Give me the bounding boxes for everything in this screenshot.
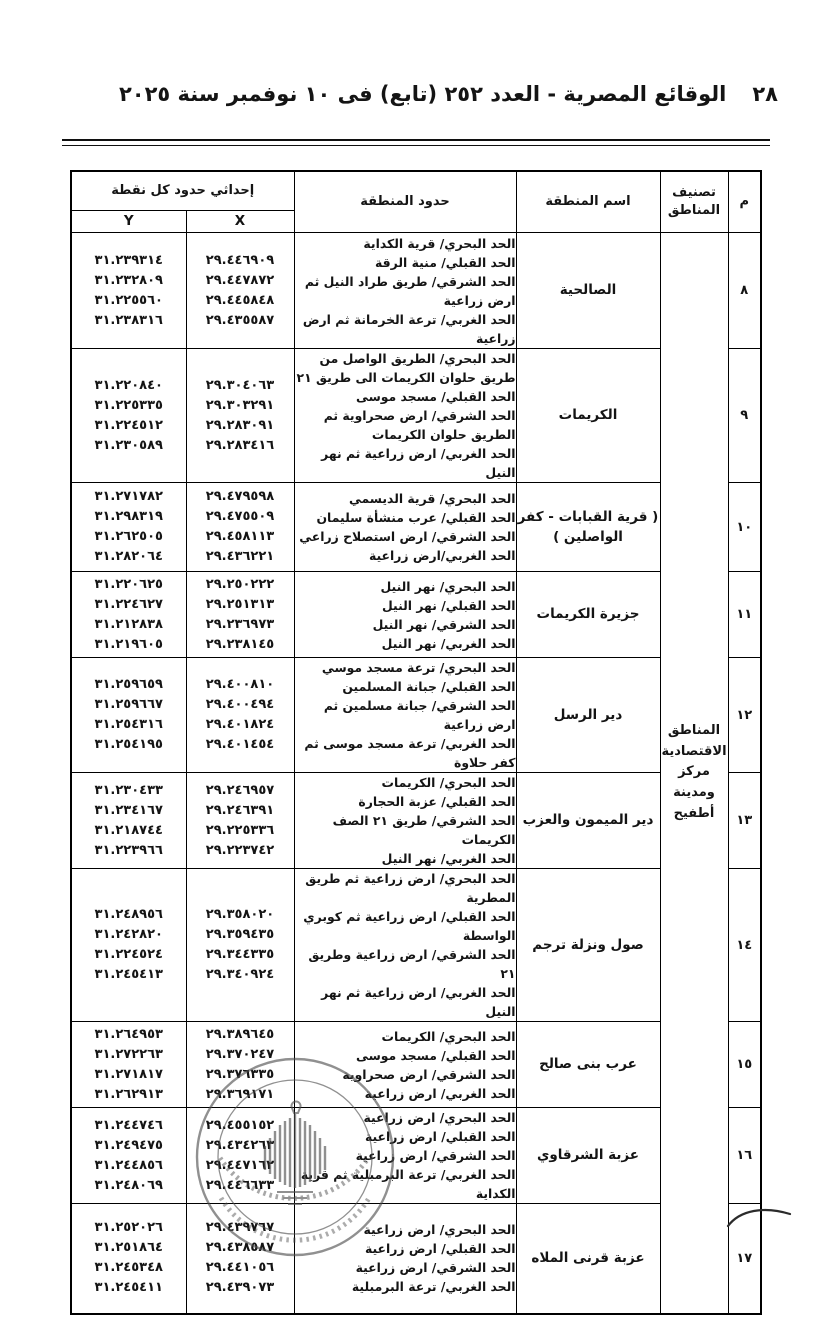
y-coordinate: ٣١.٢٤٩٤٧٥ <box>94 1137 163 1153</box>
x-coordinate: ٢٩.٢٨٣٠٩١ <box>205 417 275 433</box>
bound-line: الحد القبلي/ مسجد موسى <box>356 389 516 404</box>
col-header-bounds: حدود المنطقة <box>294 171 516 233</box>
col-header-classification: تصنيف المناطق <box>660 171 728 233</box>
table-row <box>71 1204 761 1314</box>
y-values <box>71 233 186 349</box>
header-rule <box>62 139 770 146</box>
bound-line: الحد القبلي/ نهر النيل <box>381 597 516 613</box>
col-header-coords: إحداثي حدود كل نقطة <box>71 171 294 211</box>
bound-line: الحد الشرقي/ طريق طراد النيل ثم ارض زراعية <box>304 273 516 308</box>
x-coordinate: ٢٩.٣٠٤٠٦٣ <box>205 377 275 393</box>
x-values <box>186 1108 294 1204</box>
y-coordinate: ٣١.٢٥٢٠٢٦ <box>94 1220 163 1236</box>
region-bounds <box>294 572 516 658</box>
x-coordinate: ٢٩.٤٧٥٥٠٩ <box>205 509 275 524</box>
x-values <box>186 349 294 483</box>
region-bounds <box>294 773 516 869</box>
bound-line: الحد البحري/ نهر النيل <box>380 578 516 594</box>
bound-line: الحد الشرقي/ نهر النيل <box>372 616 516 632</box>
x-coordinate: ٢٩.٢٥١٣١٣ <box>205 596 275 612</box>
bound-line: الحد البحري/ الكريمات <box>381 775 516 790</box>
table-row <box>71 233 761 349</box>
x-coordinate: ٢٩.٤٤٧٨٧٢ <box>205 272 275 288</box>
table-row <box>71 1108 761 1204</box>
y-coordinate: ٣١.٢٤٤٧٤٦ <box>94 1117 163 1133</box>
y-coordinate: ٣١.٢٧١٧٨٢ <box>94 489 163 504</box>
x-coordinate: ٢٩.٤٠٠٤٩٤ <box>205 697 275 712</box>
row-number: ١٢ <box>728 658 761 773</box>
x-coordinate: ٢٩.٤٠١٨٢٤ <box>205 717 275 732</box>
x-coordinate: ٢٩.٣٧٦٣٣٥ <box>205 1066 275 1082</box>
region-name: عرب بنى صالح <box>516 1022 660 1108</box>
table-row <box>71 349 761 483</box>
y-values <box>71 869 186 1022</box>
y-coordinate: ٣١.٢٨٢٠٦٤ <box>94 549 163 564</box>
bound-line: الحد الغربي/ ترعة الخرمانة ثم ارض زراعية <box>302 311 516 346</box>
y-coordinate: ٣١.٢٦٢٩١٣ <box>94 1086 163 1102</box>
bound-line: الحد الشرقي/ ارض استصلاح زراعي <box>299 529 516 544</box>
bound-line: الحد البحري/ قرية الديسمي <box>348 491 516 506</box>
classification-merged-cell: المناطق الاقتصادية مركز ومدينة أطفيح <box>660 233 728 1314</box>
y-coordinate: ٣١.٢٢٤٥١٢ <box>94 417 163 433</box>
y-values <box>71 658 186 773</box>
x-coordinate: ٢٩.٢٤٦٩٥٧ <box>205 782 275 798</box>
bound-line: الحد الغربي/ ترعة البرمبلية ثم قرية الكداية <box>300 1167 516 1201</box>
region-name: الصالحية <box>516 233 660 349</box>
x-coordinate: ٢٩.٤٤٦٩٠٩ <box>205 252 275 268</box>
row-number: ١٦ <box>728 1108 761 1204</box>
x-coordinate: ٢٩.٢٣٨١٤٥ <box>205 636 275 652</box>
page-header <box>60 82 778 106</box>
y-coordinate: ٣١.٢٤٥٤١١ <box>94 1280 163 1296</box>
bound-line: الحد الشرقي/ ارض زراعية <box>355 1260 516 1276</box>
x-coordinate: ٢٩.٤٥٥١٥٢ <box>205 1117 275 1133</box>
x-coordinate: ٢٩.٤٣٤٢٦٣ <box>205 1137 275 1153</box>
x-coordinate: ٢٩.٤٣٩٧٦٧ <box>205 1220 275 1236</box>
y-coordinate: ٣١.٢٥١٨٦٤ <box>94 1240 163 1256</box>
y-coordinate: ٣١.٢٤٥٤١٣ <box>94 967 163 982</box>
y-values <box>71 1108 186 1204</box>
bound-line: الحد الشرقي/ طريق ٢١ الصف الكريمات <box>332 813 516 847</box>
bound-line: الحد الغربي/ نهر النيل <box>381 635 516 651</box>
region-name: الكريمات <box>516 349 660 483</box>
bound-line: الحد القبلي/ عرب منشأة سليمان <box>316 510 516 525</box>
y-coordinate: ٣١.٢٣٤١٦٧ <box>94 802 163 818</box>
bound-line: الحد البحري/ ارض زراعية ثم طريق المطرية <box>305 871 516 905</box>
x-coordinate: ٢٩.٤٤٦٦٣٣ <box>205 1177 275 1193</box>
region-bounds <box>294 1204 516 1314</box>
y-coordinate: ٣١.٢٣٢٨٠٩ <box>94 272 163 288</box>
y-coordinate: ٣١.٢٥٩٦٥٩ <box>94 677 163 692</box>
x-coordinate: ٢٩.٤٥٨١١٣ <box>205 529 275 544</box>
row-number: ١١ <box>728 572 761 658</box>
x-values <box>186 572 294 658</box>
row-number: ٨ <box>728 233 761 349</box>
x-coordinate: ٢٩.٤٤٧١٦٢ <box>205 1157 275 1173</box>
region-bounds <box>294 233 516 349</box>
bound-line: الحد القبلي/ عزبة الحجارة <box>358 794 516 809</box>
x-coordinate: ٢٩.٢٤٦٣٩١ <box>205 802 275 818</box>
row-number: ١٤ <box>728 869 761 1022</box>
x-values <box>186 483 294 572</box>
y-coordinate: ٣١.٢٣٩٣١٤ <box>94 252 163 268</box>
y-values <box>71 773 186 869</box>
col-header-num: م <box>728 171 761 233</box>
table-row <box>71 1022 761 1108</box>
col-header-x: X <box>186 211 294 233</box>
y-coordinate: ٣١.٢٢٣٩٦٦ <box>94 842 163 858</box>
region-name: ( قرية القبابات - كفر الواصلين ) <box>516 483 660 572</box>
bound-line: الحد الشرقي/ ارض زراعية <box>355 1148 516 1163</box>
x-coordinate: ٢٩.٤٧٩٥٩٨ <box>205 489 275 504</box>
y-coordinate: ٣١.٢٢٤٥٢٤ <box>94 947 163 962</box>
x-values <box>186 1204 294 1314</box>
y-coordinate: ٣١.٢٤٥٣٤٨ <box>94 1260 163 1276</box>
bound-line: الحد الغربي/ ارض زراعية ثم نهر النيل <box>321 446 516 480</box>
bound-line: الحد الغربي/ارض زراعية <box>368 548 516 563</box>
x-values <box>186 773 294 869</box>
bound-line: الحد القبلي/ منية الرقة <box>375 254 516 270</box>
page-title: الوقائع المصرية - العدد ٢٥٢ (تابع) فى ١٠ نوفمبر سنة ٢٠٢٥ <box>118 82 727 106</box>
region-name: دير الميمون والعزب <box>516 773 660 869</box>
bound-line: الحد البحري/ الكريمات <box>381 1028 516 1044</box>
x-coordinate: ٢٩.٤٤٥٨٤٨ <box>205 292 275 308</box>
x-coordinate: ٢٩.٣٤٠٩٢٤ <box>205 967 275 982</box>
x-coordinate: ٢٩.٢٥٠٢٢٢ <box>205 576 275 592</box>
y-coordinate: ٣١.٢٢٠٨٤٠ <box>94 377 163 393</box>
bound-line: الحد الغربي/ ارض زراعية <box>364 1085 516 1101</box>
bound-line: الحد البحري/ ارض زراعية <box>363 1222 516 1238</box>
region-bounds <box>294 349 516 483</box>
x-coordinate: ٢٩.٣٥٩٤٣٥ <box>205 927 275 942</box>
x-values <box>186 233 294 349</box>
y-coordinate: ٣١.٢٤٨٠٦٩ <box>94 1177 163 1193</box>
x-coordinate: ٢٩.٣٤٤٣٣٥ <box>205 947 275 962</box>
page-number: ٢٨ <box>752 82 778 106</box>
region-bounds <box>294 1108 516 1204</box>
bound-line: الحد الغربي/ ترعة مسجد موسى ثم كفر حلاوة <box>304 736 516 770</box>
table-row <box>71 658 761 773</box>
row-number: ١٣ <box>728 773 761 869</box>
x-coordinate: ٢٩.٣٠٣٢٩١ <box>205 397 275 413</box>
y-coordinate: ٣١.٢٢٠٦٢٥ <box>94 576 163 592</box>
y-coordinate: ٣١.٢٤٤٨٥٦ <box>94 1157 163 1173</box>
bound-line: الحد القبلي/ جبانة المسلمين <box>342 679 516 694</box>
col-header-name: اسم المنطقة <box>516 171 660 233</box>
bound-line: الحد القبلي/ ارض زراعية <box>364 1129 516 1144</box>
region-bounds <box>294 658 516 773</box>
regions-table <box>70 170 762 1315</box>
table-row <box>71 869 761 1022</box>
bound-line: الحد الشرقي/ جبانة مسلمين ثم ارض زراعية <box>323 698 516 732</box>
bound-line: الحد الغربي/ ترعة البرمبلية <box>351 1279 516 1295</box>
row-number: ١٥ <box>728 1022 761 1108</box>
bound-line: الحد البحري/ الطريق الواصل من طريق حلوان الكريمات الى طريق ٢١ <box>296 351 516 385</box>
x-coordinate: ٢٩.٤٠٠٨١٠ <box>205 677 275 692</box>
x-coordinate: ٢٩.٤٣٨٥٨٧ <box>205 1240 275 1256</box>
y-coordinate: ٣١.٢٢٥٥٦٠ <box>94 292 163 308</box>
row-number: ١٠ <box>728 483 761 572</box>
y-coordinate: ٣١.٢٤٢٨٢٠ <box>94 927 163 942</box>
bound-line: الحد الغربي/ نهر النيل <box>381 851 516 866</box>
row-number: ١٧ <box>728 1204 761 1314</box>
x-coordinate: ٢٩.٤٣٦٢٢١ <box>205 549 275 564</box>
y-coordinate: ٣١.٢٦٢٥٠٥ <box>94 529 163 544</box>
bound-line: الحد البحري/ ارض زراعية <box>363 1110 516 1125</box>
y-coordinate: ٣١.٢٧١٨١٧ <box>94 1066 163 1082</box>
table-header <box>71 171 761 233</box>
y-coordinate: ٣١.٢١٨٧٤٤ <box>94 822 163 838</box>
y-values <box>71 1204 186 1314</box>
x-coordinate: ٢٩.٤٣٩٠٧٣ <box>205 1280 275 1296</box>
bound-line: الحد القبلي/ مسجد موسى <box>356 1047 516 1063</box>
row-number: ٩ <box>728 349 761 483</box>
y-values <box>71 483 186 572</box>
x-coordinate: ٢٩.٤٠١٤٥٤ <box>205 737 275 752</box>
bound-line: الحد البحري/ قرية الكداية <box>363 235 516 251</box>
y-coordinate: ٣١.٢٥٩٦٦٧ <box>94 697 163 712</box>
y-coordinate: ٣١.٢٢٥٣٣٥ <box>94 397 163 413</box>
y-values <box>71 1022 186 1108</box>
x-values <box>186 658 294 773</box>
y-coordinate: ٣١.٢٢٤٦٢٧ <box>94 596 163 612</box>
region-name: عزبة الشرقاوي <box>516 1108 660 1204</box>
region-bounds <box>294 869 516 1022</box>
x-coordinate: ٢٩.٤٣٥٥٨٧ <box>205 312 275 328</box>
y-coordinate: ٣١.٢٤٨٩٥٦ <box>94 907 163 922</box>
bound-line: الحد القبلي/ ارض زراعية <box>364 1241 516 1257</box>
x-coordinate: ٢٩.٢٨٣٤١٦ <box>205 437 275 453</box>
x-coordinate: ٢٩.٢٢٣٧٤٢ <box>205 842 275 858</box>
x-coordinate: ٢٩.٣٦٩١٧١ <box>205 1086 275 1102</box>
bound-line: الحد القبلي/ ارض زراعية ثم كوبري الواسطة <box>303 909 516 943</box>
bound-line: الحد الشرقي/ ارض زراعية وطريق ٢١ <box>308 947 516 981</box>
region-bounds <box>294 483 516 572</box>
x-coordinate: ٢٩.٢٢٥٣٣٦ <box>205 822 275 838</box>
y-values <box>71 572 186 658</box>
y-coordinate: ٣١.٢٥٤٣١٦ <box>94 717 163 732</box>
region-name: صول ونزلة ترجم <box>516 869 660 1022</box>
region-name: جزيرة الكريمات <box>516 572 660 658</box>
x-values <box>186 1022 294 1108</box>
bound-line: الحد الشرقي/ ارض صحراوية <box>342 1066 516 1082</box>
y-coordinate: ٣١.٢١٢٨٣٨ <box>94 616 163 632</box>
y-values <box>71 349 186 483</box>
x-values <box>186 869 294 1022</box>
x-coordinate: ٢٩.٢٣٦٩٧٣ <box>205 616 275 632</box>
x-coordinate: ٢٩.٣٥٨٠٢٠ <box>205 907 275 922</box>
bound-line: الحد الغربي/ ارض زراعية ثم نهر النيل <box>321 985 516 1019</box>
x-coordinate: ٢٩.٤٤١٠٥٦ <box>205 1260 275 1276</box>
table-body <box>71 233 761 1314</box>
region-name: عزبة قرنى الملاه <box>516 1204 660 1314</box>
y-coordinate: ٣١.٢٦٤٩٥٣ <box>94 1026 163 1042</box>
table-row <box>71 572 761 658</box>
table-row <box>71 483 761 572</box>
y-coordinate: ٣١.٢٧٢٢٦٣ <box>94 1046 163 1062</box>
bound-line: الحد الشرقي/ ارض صحراوية ثم الطريق حلوان الكريمات <box>323 408 516 442</box>
x-coordinate: ٢٩.٣٨٩٦٤٥ <box>205 1026 275 1042</box>
y-coordinate: ٣١.٢٣٨٣١٦ <box>94 312 163 328</box>
table-row <box>71 773 761 869</box>
y-coordinate: ٣١.٢٣٠٤٣٣ <box>94 782 163 798</box>
bound-line: الحد البحري/ ترعة مسجد موسي <box>321 660 516 675</box>
y-coordinate: ٣١.٢٣٠٥٨٩ <box>94 437 163 453</box>
region-name: دير الرسل <box>516 658 660 773</box>
x-coordinate: ٢٩.٣٧٠٢٤٧ <box>205 1046 275 1062</box>
y-coordinate: ٣١.٢٩٨٣١٩ <box>94 509 163 524</box>
col-header-y: Y <box>71 211 186 233</box>
region-bounds <box>294 1022 516 1108</box>
y-coordinate: ٣١.٢١٩٦٠٥ <box>94 636 163 652</box>
y-coordinate: ٣١.٢٥٤١٩٥ <box>94 737 163 752</box>
